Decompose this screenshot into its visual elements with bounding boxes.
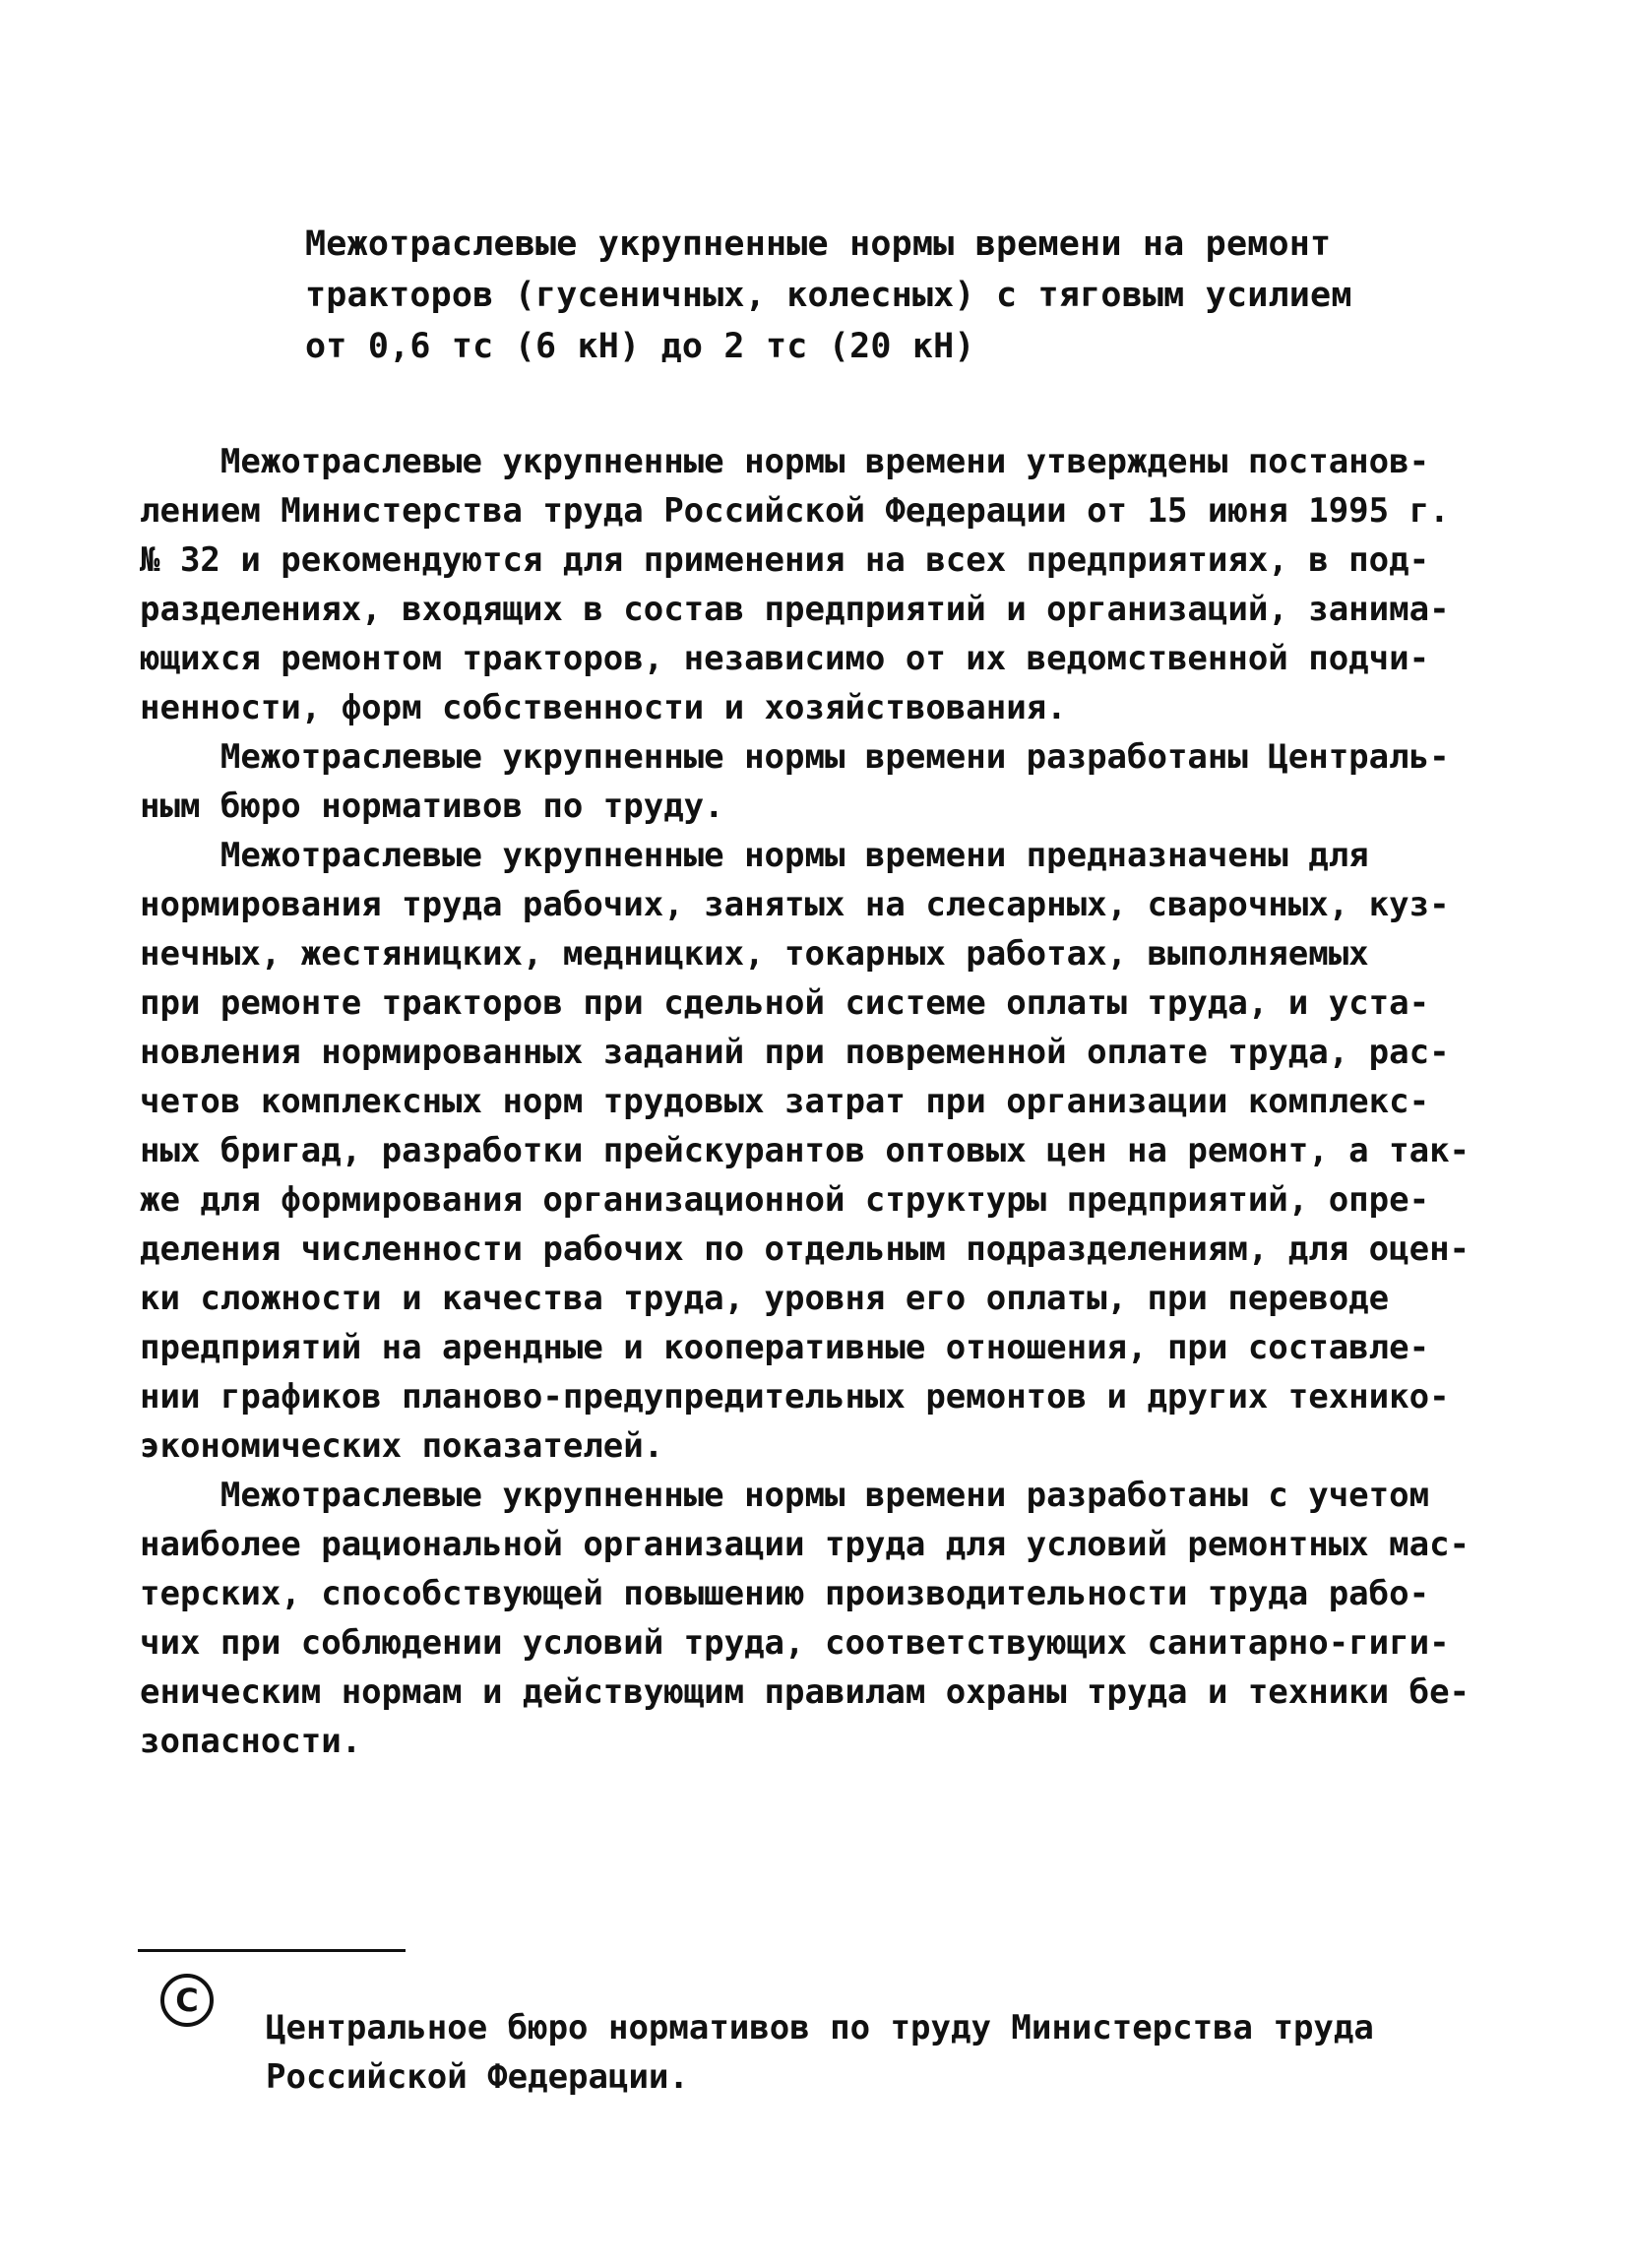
paragraph-developer xyxy=(140,732,1508,831)
text-line: ющихся ремонтом тракторов, независимо от их ведомственной подчи- xyxy=(140,639,1430,678)
text-line: зопасности. xyxy=(140,1722,362,1761)
paragraph-approval xyxy=(140,437,1508,732)
paragraph-purpose xyxy=(140,831,1508,1471)
text-line: еническим нормам и действующим правилам охраны труда и техники бе- xyxy=(140,1672,1471,1712)
text-line: Межотраслевые укрупненные нормы времени разработаны с учетом xyxy=(140,1476,1430,1515)
text-line: деления численности рабочих по отдельным подразделениям, для оцен- xyxy=(140,1229,1471,1269)
text-line: экономических показателей. xyxy=(140,1426,664,1466)
footer-line: Центральное бюро нормативов по труду Министерства труда xyxy=(266,2008,1374,2048)
text-line: разделениях, входящих в состав предприятий и организаций, занима- xyxy=(140,590,1450,629)
text-line: новления нормированных заданий при повременной оплате труда, рас- xyxy=(140,1033,1450,1072)
title-line: Межотраслевые укрупненные нормы времени на ремонт xyxy=(305,224,1332,264)
text-line: ненности, форм собственности и хозяйствования. xyxy=(140,688,1067,727)
footnote-divider xyxy=(138,1949,406,1952)
text-line: лением Министерства труда Российской Федерации от 15 июня 1995 г. xyxy=(140,491,1450,531)
text-line: ки сложности и качества труда, уровня его оплаты, при переводе xyxy=(140,1279,1390,1318)
text-line: ных бригад, разработки прейскурантов оптовых цен на ремонт, а так- xyxy=(140,1131,1471,1170)
text-line: Межотраслевые укрупненные нормы времени разработаны Централь- xyxy=(140,737,1450,777)
text-line: нечных, жестяницких, медницких, токарных работах, выполняемых xyxy=(140,934,1369,974)
text-line: № 32 и рекомендуются для применения на всех предприятиях, в под- xyxy=(140,540,1430,580)
text-line: терских, способствующей повышению производительности труда рабо- xyxy=(140,1574,1430,1613)
title-line: тракторов (гусеничных, колесных) с тяговым усилием xyxy=(305,276,1352,315)
text-line: при ремонте тракторов при сдельной системе оплаты труда, и уста- xyxy=(140,983,1430,1023)
text-line: Межотраслевые укрупненные нормы времени утверждены постанов- xyxy=(140,442,1430,481)
text-line: нии графиков планово-предупредительных ремонтов и других технико- xyxy=(140,1377,1450,1417)
text-line: наиболее рациональной организации труда для условий ремонтных мас- xyxy=(140,1525,1471,1564)
paragraph-rationale xyxy=(140,1471,1508,1766)
copyright-holder xyxy=(266,2003,1496,2102)
footer-line: Российской Федерации. xyxy=(266,2057,689,2097)
text-line: нормирования труда рабочих, занятых на слесарных, сварочных, куз- xyxy=(140,885,1450,924)
text-line: четов комплексных норм трудовых затрат при организации комплекс- xyxy=(140,1082,1430,1121)
text-line: ным бюро нормативов по труду. xyxy=(140,787,724,826)
text-line: чих при соблюдении условий труда, соответствующих санитарно-гиги- xyxy=(140,1623,1450,1663)
text-line: Межотраслевые укрупненные нормы времени предназначены для xyxy=(140,836,1369,875)
document-body xyxy=(140,437,1508,1766)
document-title xyxy=(305,219,1486,372)
copyright-icon xyxy=(160,1974,214,2027)
text-line: же для формирования организационной структуры предприятий, опре- xyxy=(140,1180,1430,1220)
title-line: от 0,6 тс (6 кН) до 2 тс (20 кН) xyxy=(305,327,975,366)
text-line: предприятий на арендные и кооперативные отношения, при составле- xyxy=(140,1328,1430,1367)
copyright-letter: С xyxy=(175,1982,199,2019)
